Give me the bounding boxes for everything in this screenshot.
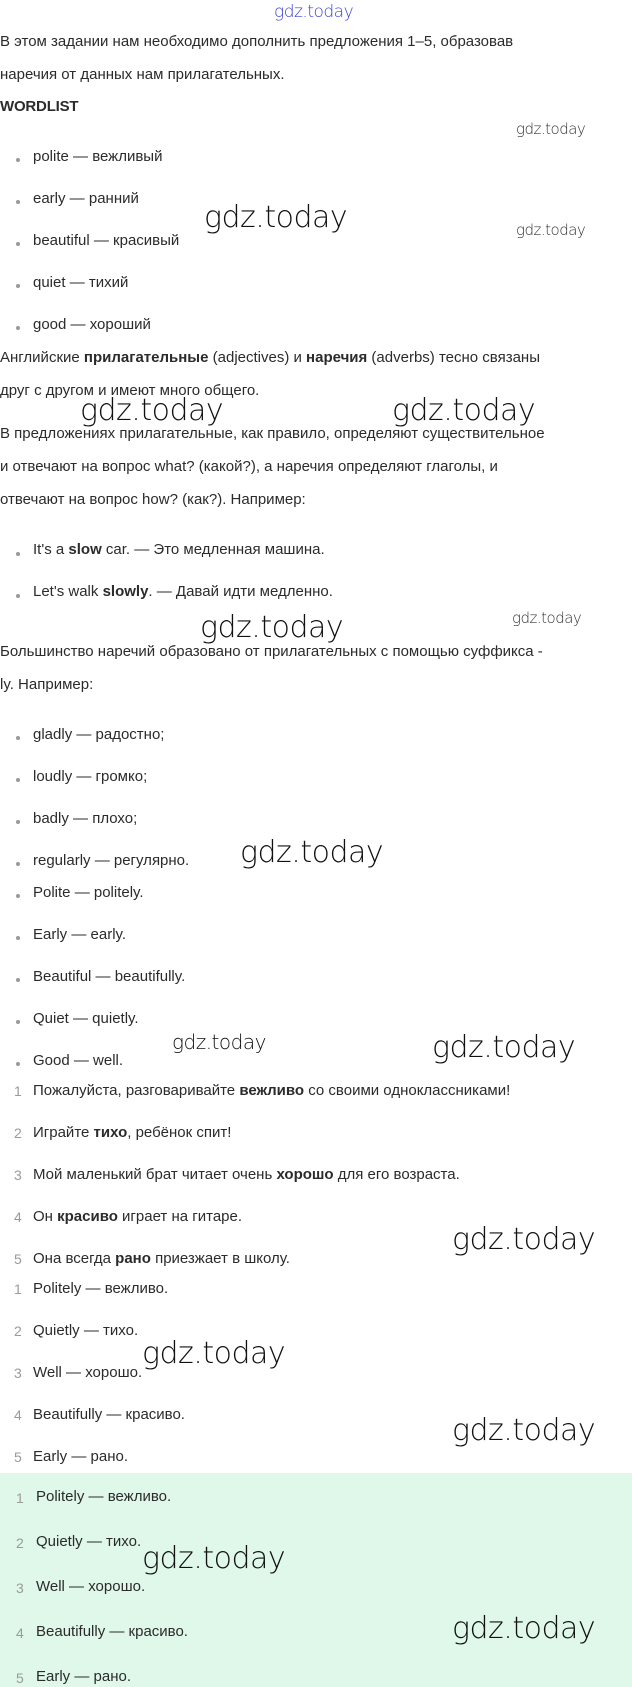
watermark: gdz.today [432,1030,576,1065]
list-item: Beautiful — beautifully. [33,968,186,985]
theory-2-line-2: и отвечают на вопрос what? (какой?), а наречия определяют глаголы, и [0,458,498,475]
wordlist-title: WORDLIST [0,98,79,115]
final-answer-item: Politely — вежливо. [36,1488,172,1505]
bullet-icon [16,736,20,740]
bullet-icon [16,326,20,330]
final-answer-item: Well — хорошо. [36,1578,146,1595]
bullet-icon [16,820,20,824]
list-item: Early — early. [33,926,127,943]
bullet-icon [16,978,20,982]
watermark: gdz.today [240,835,384,870]
translation-item: Пожалуйста, разговаривайте вежливо со своими одноклассниками! [33,1082,511,1099]
bullet-icon [16,242,20,246]
intro-line-1: В этом задании нам необходимо дополнить предложения 1–5, образовав [0,33,514,50]
intro-line-2: наречия от данных нам прилагательных. [0,66,285,83]
final-answer-item: Early — рано. [36,1668,131,1685]
bullet-icon [16,778,20,782]
watermark: gdz.today [516,221,586,239]
translation-item: Она всегда рано приезжает в школу. [33,1250,290,1267]
list-item: early — ранний [33,190,139,207]
answer-item: Early — рано. [33,1448,128,1465]
bullet-icon [16,200,20,204]
bullet-icon [16,862,20,866]
theory-2-line-3: отвечают на вопрос how? (как?). Например: [0,491,306,508]
bullet-icon [16,284,20,288]
bullet-icon [16,552,20,556]
bullet-icon [16,594,20,598]
theory-1-line-2: друг с другом и имеют много общего. [0,382,260,399]
bullet-icon [16,158,20,162]
item-number: 1 [14,1083,22,1099]
watermark: gdz.today [512,609,582,627]
list-item: loudly — громко; [33,768,148,785]
answer-item: Beautifully — красиво. [33,1406,185,1423]
list-item: Quiet — quietly. [33,1010,139,1027]
answer-item: Well — хорошо. [33,1364,143,1381]
list-item: polite — вежливый [33,148,163,165]
list-item: good — хороший [33,316,151,333]
watermark: gdz.today [200,610,344,645]
item-number: 5 [16,1670,24,1686]
item-number: 1 [16,1490,24,1506]
list-item: beautiful — красивый [33,232,180,249]
item-number: 2 [16,1535,24,1551]
watermark: gdz.today [172,1030,266,1054]
item-number: 2 [14,1323,22,1339]
list-item: Good — well. [33,1052,124,1069]
watermark: gdz.today [452,1611,596,1646]
watermark: gdz.today [516,120,586,138]
item-number: 4 [14,1209,22,1225]
item-number: 4 [16,1625,24,1641]
watermark: gdz.today [452,1222,596,1257]
watermark-top: gdz.today [274,2,354,22]
list-item: Polite — politely. [33,884,144,901]
theory-3-line-1: Большинство наречий образовано от прилагательных с помощью суффикса - [0,643,543,660]
example-item: Let's walk slowly. — Давай идти медленно. [33,583,333,600]
watermark: gdz.today [142,1541,286,1576]
item-number: 1 [14,1281,22,1297]
item-number: 4 [14,1407,22,1423]
watermark: gdz.today [452,1413,596,1448]
theory-2-line-1: В предложениях прилагательные, как правило, определяют существительное [0,425,545,442]
translation-item: Он красиво играет на гитаре. [33,1208,243,1225]
answer-item: Politely — вежливо. [33,1280,169,1297]
watermark: gdz.today [142,1336,286,1371]
item-number: 3 [14,1365,22,1381]
translation-item: Играйте тихо, ребёнок спит! [33,1124,232,1141]
answer-item: Quietly — тихо. [33,1322,139,1339]
final-answer-item: Quietly — тихо. [36,1533,142,1550]
watermark: gdz.today [80,393,224,428]
list-item: gladly — радостно; [33,726,165,743]
theory-3-line-2: ly. Например: [0,676,94,693]
bullet-icon [16,1062,20,1066]
item-number: 3 [16,1580,24,1596]
item-number: 5 [14,1449,22,1465]
bullet-icon [16,936,20,940]
example-item: It's a slow car. — Это медленная машина. [33,541,325,558]
answer-highlight-box [0,1473,632,1687]
item-number: 5 [14,1251,22,1267]
item-number: 2 [14,1125,22,1141]
bullet-icon [16,894,20,898]
bullet-icon [16,1020,20,1024]
watermark: gdz.today [392,393,536,428]
item-number: 3 [14,1167,22,1183]
list-item: regularly — регулярно. [33,852,190,869]
list-item: badly — плохо; [33,810,138,827]
list-item: quiet — тихий [33,274,129,291]
theory-1-line-1: Английские прилагательные (adjectives) и наречия (adverbs) тесно связаны [0,349,540,366]
final-answer-item: Beautifully — красиво. [36,1623,188,1640]
translation-item: Мой маленький брат читает очень хорошо для его возраста. [33,1166,460,1183]
watermark: gdz.today [204,200,348,235]
